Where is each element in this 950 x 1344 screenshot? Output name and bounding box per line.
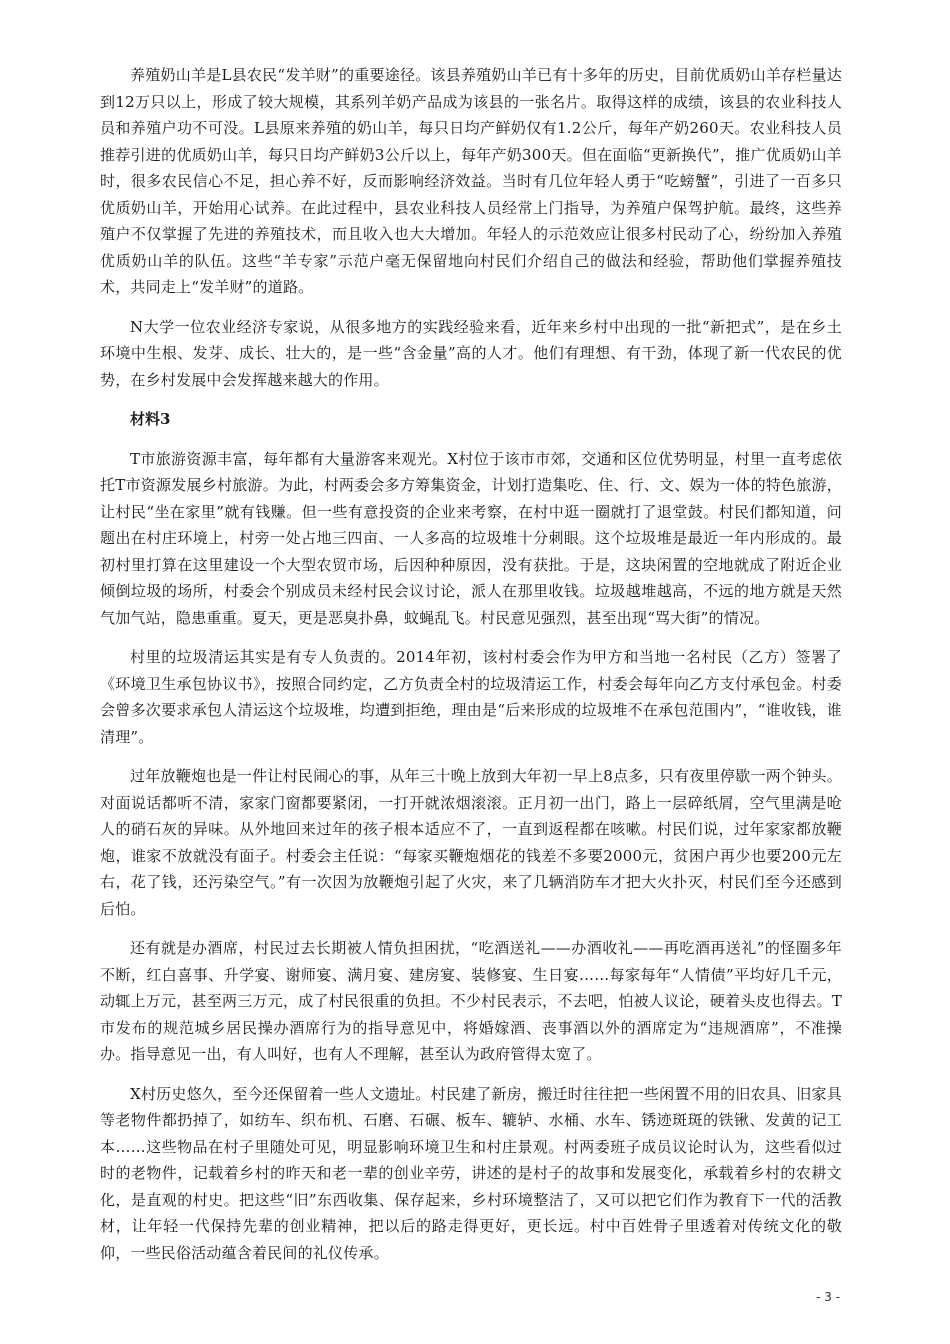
paragraph-old-objects: X村历史悠久，至今还保留着一些人文遗址。村民建了新房，搬迁时往往把一些闲置不用的旧农具、旧家具等老物件都扔掉了，如纺车、织布机、石磨、石碾、板车、辘轳、水桶、水车、锈迹斑斑的铁锹、发黄的记工本……这些物品在村子里随处可见，明显影响环境卫生和村庄景观。村两委班子成员议论时认为，这些看似过时的老物件，记载着乡村的昨天和老一辈的创业辛劳，讲述的是村子的故事和发展变化，承载着乡村的农耕文化，是直观的村史。把这些“旧”东西收集、保存起来，乡村环境整洁了，又可以把它们作为教育下一代的活教材，让年轻一代保持先辈的创业精神，把以后的路走得更好，更长远。村中百姓骨子里透着对传统文化的敬仰，一些民俗活动蕴含着民间的礼仪传承。 bbox=[100, 1084, 842, 1262]
paragraph-banquets: 还有就是办酒席，村民过去长期被人情负担困扰，“吃酒送礼——办酒收礼——再吃酒再送礼”的怪圈多年不断，红白喜事、升学宴、谢师宴、满月宴、建房宴、装修宴、生日宴……每家每年“人情债”平均好几千元，动辄上万元，甚至两三万元，成了村民很重的负担。不少村民表示，不去吧，怕被人议论，硬着头皮也得去。T市发布的规范城乡居民操办酒席行为的指导意见中，将婚嫁酒、丧事酒以外的酒席定为“违规酒席”，不准操办。指导意见一出，有人叫好，也有人不理解，甚至认为政府管得太宽了。 bbox=[100, 939, 842, 1063]
paragraph-goat-farming: 养殖奶山羊是L县农民“发羊财”的重要途径。该县养殖奶山羊已有十多年的历史，目前优质奶山羊存栏量达到12万只以上，形成了较大规模，其系列羊奶产品成为该县的一张名片。取得这样的成绩，该县的农业科技人员和养殖户功不可没。L县原来养殖的奶山羊，每只日均产鲜奶仅有1.2公斤，每年产奶260天。农业科技人员推荐引进的优质奶山羊，每只日均产鲜奶3公斤以上，每年产奶300天。但在面临“更新换代”，推广优质奶山羊时，很多农民信心不足，担心养不好，反而影响经济效益。当时有几位年轻人勇于“吃螃蟹”，引进了一百多只优质奶山羊，开始用心试养。在此过程中，县农业科技人员经常上门指导，为养殖户保驾护航。最终，这些养殖户不仅掌握了先进的养殖技术，而且收入也大大增加。年轻人的示范效应让很多村民动了心，纷纷加入养殖优质奶山羊的队伍。这些“羊专家”示范户毫无保留地向村民们介绍自己的做法和经验，帮助他们掌握养殖技术，共同走上“发羊财”的道路。 bbox=[100, 66, 842, 296]
page-number: - 3 - bbox=[816, 1290, 840, 1304]
section-heading-material-3: 材料3 bbox=[130, 410, 171, 428]
paragraph-expert-comment: N大学一位农业经济专家说，从很多地方的实践经验来看，近年来乡村中出现的一批“新把式”，是在乡土环境中生根、发芽、成长、壮大的，是一些“含金量”高的人才。他们有理想、有干劲，体现了新一代农民的优势，在乡村发展中会发挥越来越大的作用。 bbox=[100, 317, 842, 389]
paragraph-tourism-garbage: T市旅游资源丰富，每年都有大量游客来观光。X村位于该市市郊，交通和区位优势明显，村里一直考虑依托T市资源发展乡村旅游。为此，村两委会多方筹集资金，计划打造集吃、住、行、文、娱为一体的特色旅游，让村民“坐在家里”就有钱赚。但一些有意投资的企业来考察，在村中逛一圈就打了退堂鼓。村民们都知道，问题出在村庄环境上，村旁一处占地三四亩、一人多高的垃圾堆十分刺眼。这个垃圾堆是最近一年内形成的。最初村里打算在这里建设一个大型农贸市场，后因种种原因，没有获批。于是，这块闲置的空地就成了附近企业倾倒垃圾的场所，村委会个别成员未经村民会议讨论，派人在那里收钱。垃圾越堆越高，不远的地方就是天然气加气站，隐患重重。夏天，更是恶臭扑鼻，蚊蝇乱飞。村民意见强烈，甚至出现“骂大街”的情况。 bbox=[100, 449, 842, 627]
paragraph-garbage-contract: 村里的垃圾清运其实是有专人负责的。2014年初，该村村委会作为甲方和当地一名村民（乙方）签署了《环境卫生承包协议书》，按照合同约定，乙方负责全村的垃圾清运工作，村委会每年向乙方支付承包金。村委会曾多次要求承包人清运这个垃圾堆，均遭到拒绝，理由是“后来形成的垃圾堆不在承包范围内”，“谁收钱，谁清理”。 bbox=[100, 648, 842, 746]
document-page bbox=[100, 62, 842, 1279]
paragraph-firecrackers: 过年放鞭炮也是一件让村民闹心的事，从年三十晚上放到大年初一早上8点多，只有夜里停歇一两个钟头。对面说话都听不清，家家门窗都要紧闭，一打开就浓烟滚滚。正月初一出门，路上一层碎纸屑，空气里满是呛人的硝石灰的异味。从外地回来过年的孩子根本适应不了，一直到返程都在咳嗽。村民们说，过年家家都放鞭炮，谁家不放就没有面子。村委会主任说：“每家买鞭炮烟花的钱差不多要2000元，贫困户再少也要200元左右，花了钱，还污染空气。”有一次因为放鞭炮引起了火灾，来了几辆消防车才把大火扑灭，村民们至今还感到后怕。 bbox=[100, 767, 842, 918]
